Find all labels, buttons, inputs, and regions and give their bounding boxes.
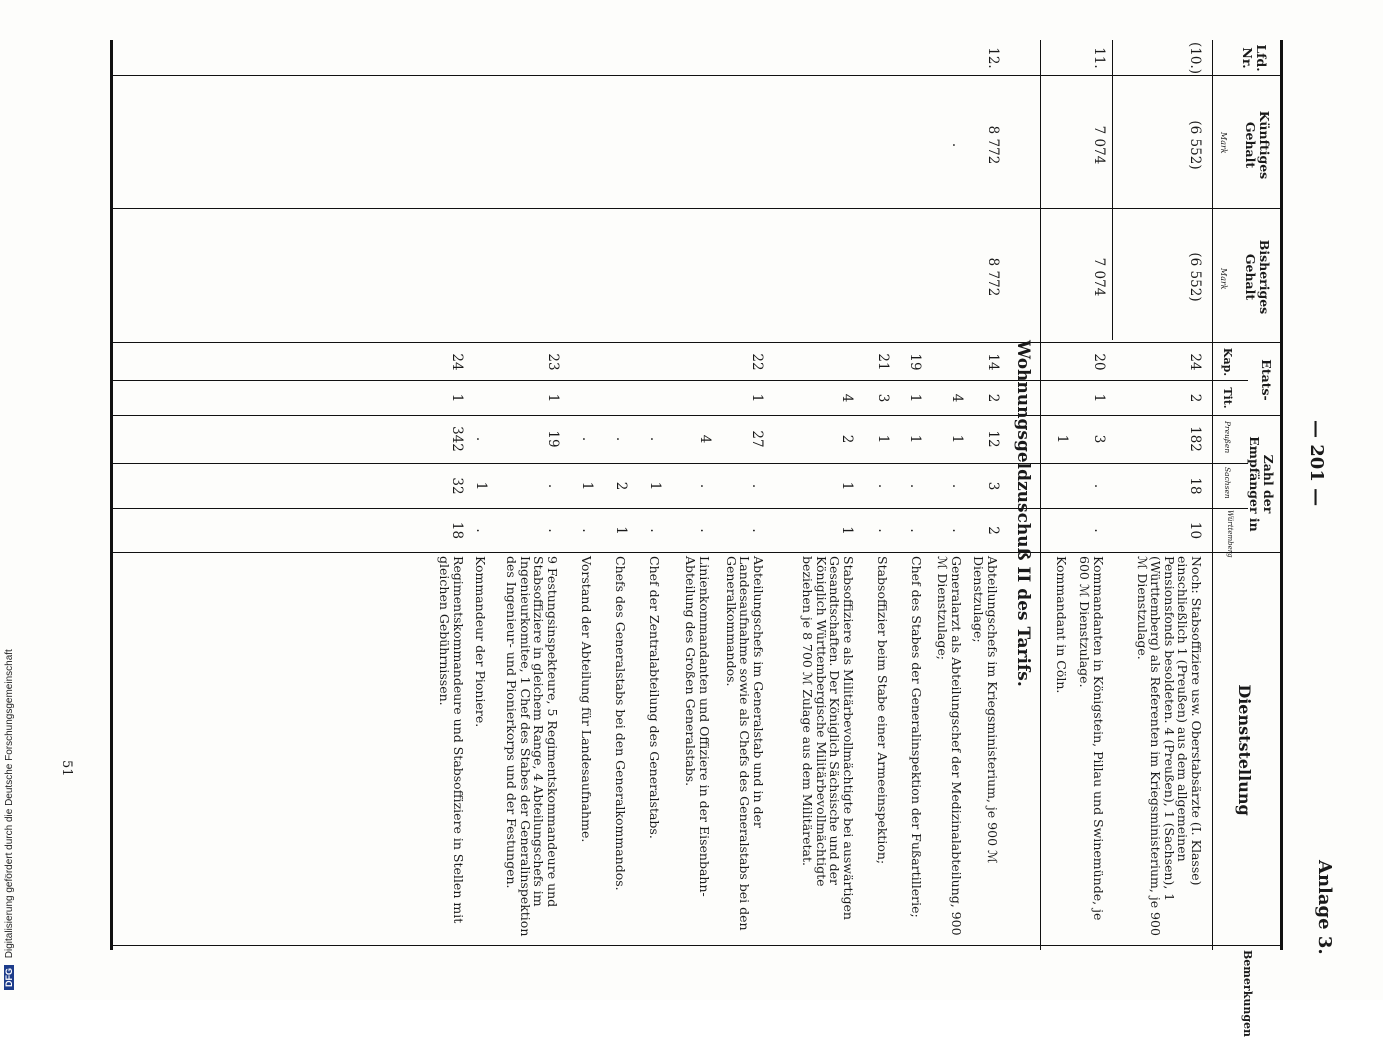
row20-wuert: 1 [613,526,629,535]
row22-sachsen: . [545,483,561,489]
row16-tit: 4 [839,393,855,403]
row18-sachsen: . [697,483,713,489]
row17-wuert: . [749,528,765,533]
row18-text: Linienkommandanten und Offiziere in der Eisenbahn-Abteilung des Großen Generalstabs. [683,556,712,897]
row15-wuert: . [875,528,891,533]
row24-sachsen: 32 [449,477,465,495]
row19-sachsen: 1 [647,481,663,491]
annex-label: Anlage 3. [1314,860,1335,955]
row23-wuert: . [473,528,489,533]
row19-preussen: . [647,436,663,442]
row10-sachsen: 18 [1187,477,1203,495]
row10-preussen: 182 [1187,426,1203,452]
digitization-note [4,649,15,990]
digitization-text: Digitalisierung gefördert durch die Deutsche Forschungsgemeinschaft [4,649,15,959]
row13-text: Generalarzt als Abteilungschef der Medizinalabteilung, 900 ℳ Dienstzulage; [935,556,964,936]
row11-sachsen: . [1091,483,1107,489]
row10-kap: 24 [1187,353,1203,371]
row22-text: 9 Festungsinspekteure, 5 Regimentskommandeure und Stabsoffiziere in gleichem Range, 4 Abteilungschefs im Ingenieurkomitee, 1 Chef des Stabes der Generalinspektion des Ingenieur- und Pionierkorps und der Festungen. [504,556,560,937]
row14-sachsen: . [907,483,923,489]
row11-tit: 1 [1091,393,1107,403]
col-divider-wuert [113,552,1283,553]
row11-text: Kommandanten in Königstein, Pillau und Swinemünde, je 600 ℳ Dienstzulage. [1077,556,1106,921]
row20-sachsen: 2 [613,481,629,491]
header-mark-2: Mark [1219,268,1228,290]
row13-tit: 4 [949,393,965,403]
row22-kap: 23 [545,353,561,371]
pre-section-rule [1040,40,1041,950]
header-bemerkungen: Bemerkungen [1241,950,1254,1037]
row13-kuenftig: . [949,142,965,148]
row12-sachsen: 3 [985,481,1001,491]
row21-text: Vorstand der Abteilung für Landesaufnahme. [579,556,594,843]
row10-kuenftig: (6 552) [1187,120,1203,170]
header-etats: Etats- [1259,359,1274,401]
row10-nr: (10.) [1187,42,1203,75]
col-divider-sachsen [113,508,1248,509]
row22-wuert: . [545,528,561,533]
header-lfd-nr: Lfd. Nr. [1240,44,1269,72]
table-top-rule [1280,40,1283,950]
row17-sachsen: . [749,483,765,489]
row13-preussen: 1 [949,434,965,444]
row23-preussen: . [473,436,489,442]
header-tit: Tit. [1221,387,1234,409]
row20-preussen: . [613,436,629,442]
row24-kap: 24 [449,353,465,371]
row14-kap: 19 [907,353,923,371]
col-divider-kap [113,380,1248,381]
row24-wuert: 18 [449,521,465,540]
footer-page-number: 51 [59,760,74,777]
row19-text: Chef der Zentralabteilung des Generalstabs. [647,556,662,839]
row24-preussen: 342 [449,426,465,452]
row15-tit: 3 [875,393,891,403]
row23-sachsen: 1 [473,481,489,491]
row11-kap: 20 [1091,353,1107,371]
row15-preussen: 1 [875,434,891,444]
row22-tit: 1 [545,393,561,403]
row21-preussen: . [579,436,595,442]
header-bisheriges-gehalt: Bisheriges Gehalt [1243,239,1272,315]
row12-bisher: 8 772 [985,257,1001,297]
row10-wuert: 10 [1187,521,1203,540]
col-divider-bisher [113,342,1283,343]
row10-bisher: (6 552) [1187,252,1203,302]
col-divider-nr [113,75,1283,76]
section-title: Wohnungsgeldzuschuß II des Tarifs. [1013,340,1033,687]
row24-tit: 1 [449,393,465,403]
header-sachsen: Sachsen [1223,467,1232,499]
row23-text: Kommandeur der Pioniere. [473,556,488,728]
col-divider-kuenftig [113,208,1283,209]
col-divider-bemerk [113,945,1283,946]
header-mark-1: Mark [1219,132,1228,154]
row11b-preussen: 1 [1054,434,1070,444]
row14-preussen: 1 [907,434,923,444]
row16-preussen: 2 [839,434,855,444]
row12-wuert: 2 [985,526,1001,535]
row16-text: Stabsoffiziere als Militärbevollmächtigte bei auswärtigen Gesandtschaften. Der Königlich Sächsische und der Königlich Württembergische Militärbevollmächtigte beziehen je 8 700 ℳ Zulage aus dem Militäretat. [800,556,856,920]
row12-kap: 14 [985,353,1001,371]
row14-text: Chef des Stabes der Generalinspektion der Fußartillerie; [909,556,924,918]
row12-tit: 2 [985,393,1001,403]
row13-wuert: . [949,528,965,533]
row17-text: Abteilungschefs im Generalstab und in der Landesaufnahme sowie als Chefs des Generalstabs bei den Generalkommandos. [724,556,766,931]
row10-tit: 2 [1187,393,1203,403]
row12-nr: 12. [985,47,1001,69]
row14-tit: 1 [907,393,923,403]
row16-sachsen: 1 [839,481,855,491]
row12-kuenftig: 8 772 [985,125,1001,165]
row11-nr: 11. [1091,47,1107,69]
row14-wuert: . [907,528,923,533]
row19-wuert: . [647,528,663,533]
row11-wuert: . [1091,528,1107,533]
row13-sachsen: . [949,483,965,489]
row17-preussen: 27 [749,430,765,448]
header-kap: Kap. [1221,347,1234,377]
row21-wuert: . [579,528,595,533]
row17-tit: 1 [749,393,765,403]
header-preussen: Preußen [1223,421,1232,454]
header-dienststellung: Dienststellung [1235,684,1254,816]
col-divider-preussen [113,463,1248,464]
row15-sachsen: . [875,483,891,489]
row11-preussen: 3 [1091,434,1107,444]
row11b-text: Kommandant in Cöln. [1054,556,1069,694]
row10-rule [1112,40,1113,340]
row20-text: Chefs des Generalstabs bei den Generalkommandos. [613,556,628,891]
row17-kap: 22 [749,353,765,371]
header-zahl: Zahl der Empfänger in [1247,436,1276,532]
row15-text: Stabsoffizier beim Stabe einer Armeeinspektion; [875,556,890,865]
dfg-logo: DFG [4,965,14,990]
row21-sachsen: 1 [579,481,595,491]
page-number: — 201 — [1306,420,1327,507]
row24-text: Regimentskommandeure und Stabsoffiziere in Stellen mit gleichen Gebührnissen. [437,556,466,924]
header-bottom-rule [1212,40,1213,950]
header-kuenftiges-gehalt: Künftiges Gehalt [1243,110,1272,180]
header-wuerttemberg: Württemberg [1226,510,1234,558]
row11-kuenftig: 7 074 [1091,125,1107,165]
table-bottom-rule [110,40,113,950]
row22-preussen: 19 [545,430,561,448]
row16-wuert: 1 [839,526,855,535]
row11-bisher: 7 074 [1091,257,1107,297]
row18-wuert: . [697,528,713,533]
row18-preussen: 4 [697,434,713,444]
row12-preussen: 12 [985,430,1001,448]
row12-text: Abteilungschefs im Kriegsministerium, je 900 ℳ Dienstzulage; [971,556,1000,864]
row10-text: Noch: Stabsoffiziere usw. Oberstabsärzte (I. Klasse) einschließlich 1 (Preußen) aus dem allgemeinen Pensionsfonds besoldeten. 4 (Preußen), 1 (Sachsen), 1 (Württemberg) als Referenten im Kriegsministerium, je 900 ℳ Dienstzulage. [1135,556,1204,936]
row15-kap: 21 [875,353,891,371]
